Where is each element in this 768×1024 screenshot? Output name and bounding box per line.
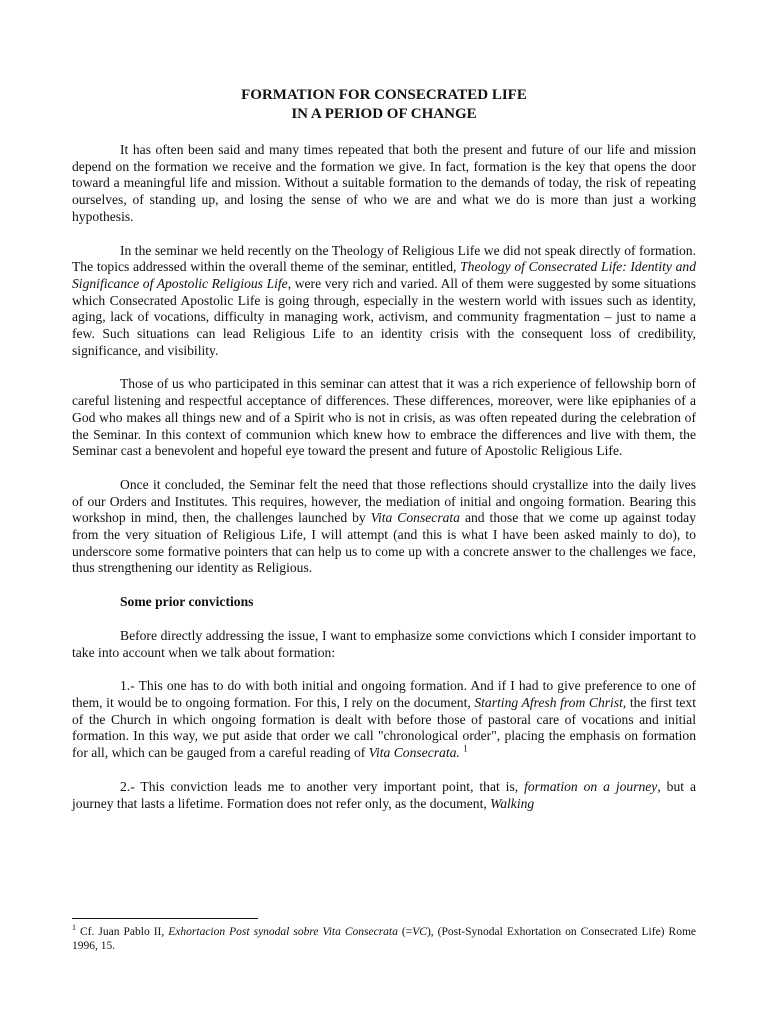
document-title: [72, 86, 696, 124]
walking-italic: Walking: [490, 795, 535, 811]
paragraph-4-text-b: and those that we come up against today from the very situation of Religious Life, I will attempt (and this is what I have been asked mainly to do), to underscore some formative pointers that can help us to come up with a concrete answer to the challenges we face, thus strengthening our identity as Religious.: [72, 510, 696, 576]
paragraph-4: [72, 477, 696, 577]
paragraph-3-text: Those of us who participated in this seminar can attest that it was a rich experience of fellowship born of careful listening and respectful acceptance of differences. These differences, moreover, were like epiphanies of a God who makes all things new and of a Spirit who is not in crisis, as was often repeated during the celebration of the Seminar. In this context of communion which knew how to embrace the differences and live with them, the Seminar cast a benevolent and hopeful eye toward the present and future of Apostolic Religious Life.: [72, 376, 696, 459]
footnote-italic-title: Exhortacion Post synodal sobre Vita Consecrata: [168, 926, 398, 938]
paragraph-3: [72, 376, 696, 460]
paragraph-5: [72, 628, 696, 661]
title-line-2: IN A PERIOD OF CHANGE: [291, 106, 477, 122]
paragraph-2-text-a: In the seminar we held recently on the Theology of Religious Life we did not speak directly of formation. The topics addressed within the overall theme of the seminar, entitled,: [72, 242, 696, 275]
paragraph-6-text-b: , the first text of the Church in which ongoing formation is dealt with before those of pastoral care of vocations and initial formation. In this way, we put aside that order we call "chronological order", placing the emphasis on formation for all, which can be gauged from a careful reading of: [72, 694, 697, 761]
title-line-1: FORMATION FOR CONSECRATED LIFE: [241, 87, 527, 103]
paragraph-4-text-a: Once it concluded, the Seminar felt the need that those reflections should crystallize into the daily lives of our Orders and Institutes. This requires, however, the mediation of initial and ongoing formation. Bearing this workshop in mind, then, the challenges launched by: [72, 476, 696, 526]
starting-afresh-italic: Starting Afresh from Christ: [474, 694, 623, 710]
paragraph-6: [72, 678, 696, 762]
vita-consecrata-italic-2: Vita Consecrata.: [368, 745, 460, 761]
paragraph-2: [72, 243, 696, 360]
seminar-title-italic: Theology of Consecrated Life: Identity and Significance of Apostolic Religious Life: [72, 259, 697, 291]
footnote-divider: [72, 918, 258, 919]
vita-consecrata-italic: Vita Consecrata: [370, 510, 460, 526]
formation-journey-italic: formation on a journey: [524, 778, 658, 794]
footnote-mark: 1: [72, 923, 76, 933]
paragraph-5-text: Before directly addressing the issue, I want to emphasize some convictions which I consider important to take into account when we talk about formation:: [72, 627, 696, 660]
footnote-italic-abbrev: VC: [412, 926, 427, 938]
footnote-text-b: (=: [397, 926, 413, 938]
paragraph-7-text-b: , but a journey that lasts a lifetime. Formation does not refer only, as the document,: [72, 778, 696, 811]
section-heading: Some prior convictions: [120, 594, 254, 610]
footnote-text-c: ), (Post-Synodal Exhortation on Consecrated Life) Rome 1996, 15.: [72, 926, 696, 952]
paragraph-7-text-a: 2.- This conviction leads me to another very important point, that is,: [120, 778, 525, 794]
paragraph-6-text-a: 1.- This one has to do with both initial and ongoing formation. And if I had to give preference to one of them, it would be to ongoing formation. For this, I rely on the document,: [72, 678, 696, 710]
footnote: [72, 925, 696, 953]
paragraph-7: [72, 779, 696, 812]
paragraph-1: [72, 142, 696, 226]
paragraph-2-text-b: , were very rich and varied. All of them were suggested by some situations which Consecrated Apostolic Life is going through, especially in the western world with issues such as identity, aging, lack of vocations, difficulty in managing work, activism, and community fragmentation – just to name a few. Such situations can lead Religious Life to an identity crisis with the consequent loss of credibility, significance, and visibility.: [72, 275, 696, 358]
paragraph-1-text: It has often been said and many times repeated that both the present and future of our life and mission depend on the formation we receive and the formation we give. In fact, formation is the key that opens the door toward a meaningful life and mission. Without a suitable formation to the demands of today, the risk of repeating ourselves, of standing up, and losing the sense of who we are and what we do is more than just a working hypothesis.: [72, 142, 696, 224]
footnote-text-a: Cf. Juan Pablo II,: [76, 926, 169, 938]
footnote-reference[interactable]: 1: [463, 743, 468, 754]
